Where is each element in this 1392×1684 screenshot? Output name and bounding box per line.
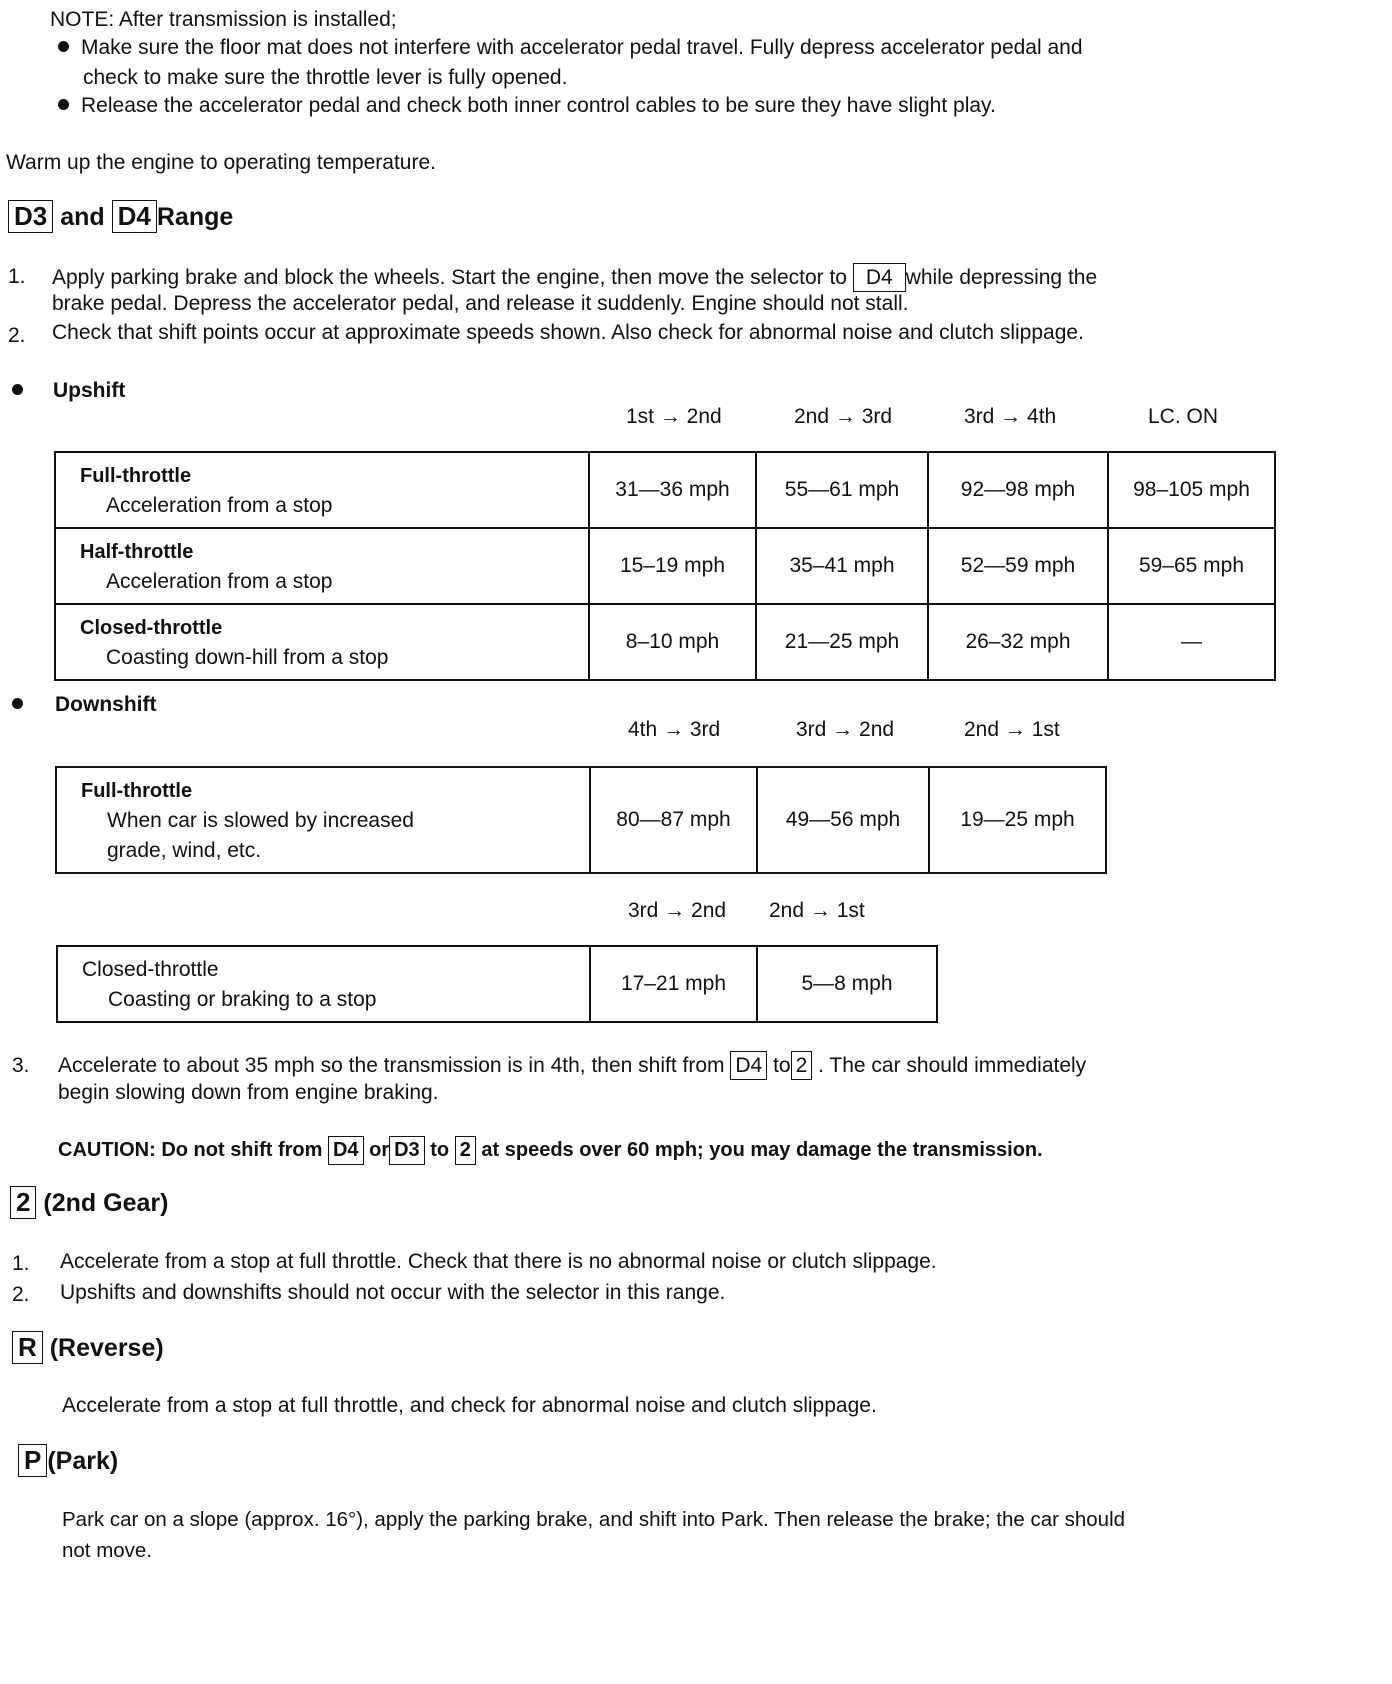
cell: 52—59 mph — [928, 528, 1108, 604]
step1-num: 1. — [8, 265, 26, 288]
cell: 17–21 mph — [590, 946, 757, 1022]
gear2-box: 2 — [10, 1186, 36, 1219]
d3-inline-box: D3 — [389, 1136, 425, 1165]
cell: 26–32 mph — [928, 604, 1108, 680]
upshift-header-2: 2nd → 3rd — [794, 405, 893, 428]
gear2-inline-box: 2 — [455, 1136, 476, 1165]
step2-text: Check that shift points occur at approximate speeds shown. Also check for abnormal noise and clutch slippage. — [52, 321, 1084, 344]
table-row — [55, 452, 1275, 528]
reverse-heading: R (Reverse) — [12, 1331, 164, 1364]
cell: 31—36 mph — [589, 452, 756, 528]
park-text-line1: Park car on a slope (approx. 16°), apply the parking brake, and shift into Park. Then release the brake; the car should — [62, 1508, 1126, 1531]
d4-inline-box: D4 — [853, 263, 906, 292]
table-row — [55, 528, 1275, 604]
downshift-title: Downshift — [12, 693, 156, 717]
cell: 59–65 mph — [1108, 528, 1275, 604]
step1-line1: Apply parking brake and block the wheels. Start the engine, then move the selector to D4 while depressing the — [52, 263, 1097, 292]
d-range-heading: D3 and D4 Range — [8, 200, 233, 233]
gear2-inline-box: 2 — [791, 1051, 813, 1080]
cell: 8–10 mph — [589, 604, 756, 680]
second-gear-item-2-num: 2. — [12, 1283, 30, 1306]
reverse-box: R — [12, 1331, 43, 1364]
downshift2-header-2: 2nd → 1st — [769, 899, 865, 922]
park-box: P — [18, 1444, 47, 1477]
second-gear-heading: 2 (2nd Gear) — [10, 1186, 168, 1219]
downshift-table — [55, 766, 1107, 874]
step3-num: 3. — [12, 1054, 30, 1077]
upshift-table — [54, 451, 1276, 681]
step1-line2: brake pedal. Depress the accelerator pedal, and release it suddenly. Engine should not stall. — [52, 292, 909, 315]
cell: 5—8 mph — [757, 946, 937, 1022]
note-title: NOTE: After transmission is installed; — [50, 8, 397, 31]
second-gear-item-1-num: 1. — [12, 1252, 30, 1275]
intro-text: Warm up the engine to operating temperature. — [6, 151, 436, 174]
caution-text: CAUTION: Do not shift from D4 or D3 to 2 at speeds over 60 mph; you may damage the transmission. — [58, 1136, 1043, 1165]
reverse-text: Accelerate from a stop at full throttle, and check for abnormal noise and clutch slippage. — [62, 1394, 877, 1417]
second-gear-item-1: Accelerate from a stop at full throttle. Check that there is no abnormal noise or clutch slippage. — [60, 1250, 937, 1273]
downshift-header-2: 3rd → 2nd — [796, 718, 895, 741]
step3-line1: Accelerate to about 35 mph so the transmission is in 4th, then shift from D4 to 2 . The car should immediately — [58, 1051, 1086, 1080]
park-text-line2: not move. — [62, 1539, 153, 1562]
row-label: Closed-throttle Coasting down-hill from a stop — [55, 604, 589, 680]
upshift-title: Upshift — [12, 379, 125, 403]
cell: 15–19 mph — [589, 528, 756, 604]
note-bullet-1-cont: check to make sure the throttle lever is fully opened. — [83, 66, 568, 89]
cell: 55—61 mph — [756, 452, 928, 528]
cell: 98–105 mph — [1108, 452, 1275, 528]
downshift2-header-1: 3rd → 2nd — [628, 899, 727, 922]
d3-box: D3 — [8, 200, 53, 233]
downshift-header-1: 4th → 3rd — [628, 718, 721, 741]
step2-num: 2. — [8, 324, 26, 347]
second-gear-item-2: Upshifts and downshifts should not occur with the selector in this range. — [60, 1281, 726, 1304]
cell: 21—25 mph — [756, 604, 928, 680]
downshift-header-3: 2nd → 1st — [964, 718, 1060, 741]
row-label: Full-throttle When car is slowed by increased grade, wind, etc. — [56, 767, 590, 873]
note-bullet-2: Release the accelerator pedal and check both inner control cables to be sure they have slight play. — [58, 94, 996, 118]
note-bullet-1: Make sure the floor mat does not interfere with accelerator pedal travel. Fully depress accelerator pedal and — [58, 36, 1083, 60]
park-heading: P (Park) — [18, 1444, 118, 1477]
upshift-header-3: 3rd → 4th — [964, 405, 1057, 428]
row-label: Closed-throttle Coasting or braking to a stop — [57, 946, 590, 1022]
d4-box: D4 — [112, 200, 157, 233]
d4-inline-box: D4 — [730, 1051, 767, 1080]
downshift-closed-table — [56, 945, 938, 1023]
row-label: Half-throttle Acceleration from a stop — [55, 528, 589, 604]
cell: — — [1108, 604, 1275, 680]
cell: 19—25 mph — [929, 767, 1106, 873]
row-label: Full-throttle Acceleration from a stop — [55, 452, 589, 528]
cell: 80—87 mph — [590, 767, 757, 873]
upshift-header-1: 1st → 2nd — [626, 405, 722, 428]
cell: 35–41 mph — [756, 528, 928, 604]
d4-inline-box: D4 — [328, 1136, 364, 1165]
table-row — [55, 604, 1275, 680]
table-row — [57, 946, 937, 1022]
upshift-header-4: LC. ON — [1148, 405, 1219, 428]
cell: 49—56 mph — [757, 767, 929, 873]
cell: 92—98 mph — [928, 452, 1108, 528]
step3-line2: begin slowing down from engine braking. — [58, 1081, 439, 1104]
table-row — [56, 767, 1106, 873]
